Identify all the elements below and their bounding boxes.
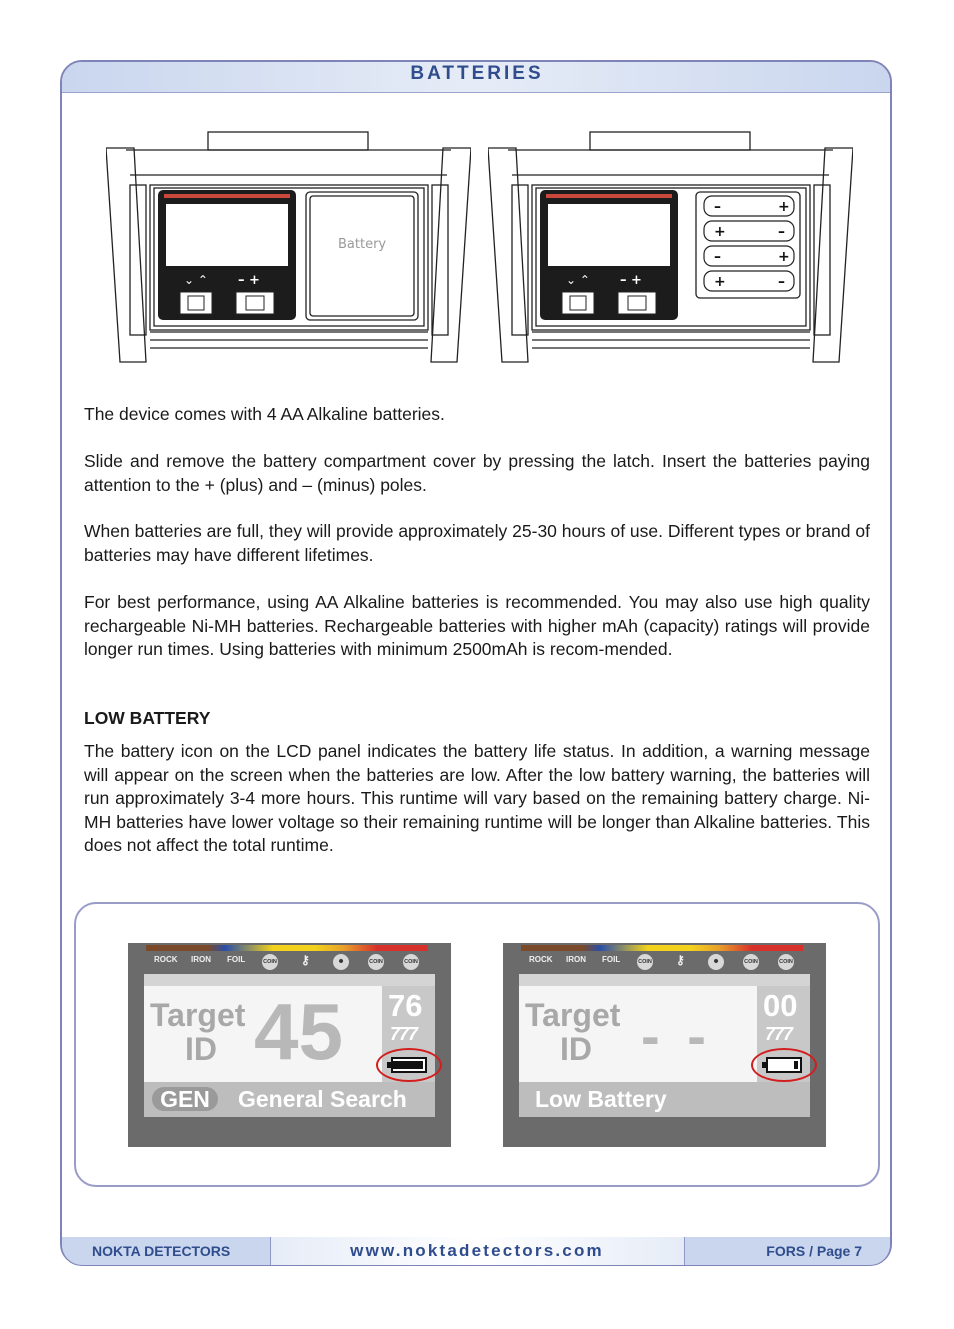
battery-pole-label: + <box>778 249 790 265</box>
svg-text:– +: – + <box>620 273 642 288</box>
hatch-indicator: 777 <box>765 1024 793 1044</box>
coin-icon: COIN <box>368 954 384 970</box>
category-iron-label: IRON <box>191 955 211 964</box>
battery-pole-label: + <box>714 274 726 290</box>
battery-pole-label: + <box>714 224 726 240</box>
device-closed-drawing <box>106 130 471 365</box>
status-bar <box>144 1082 435 1117</box>
section-title: BATTERIES <box>410 63 544 84</box>
battery-pole-label: + <box>778 199 790 215</box>
paragraph-insert-batteries: Slide and remove the battery compartment cover by pressing the latch. Insert the batteries paying attention to the + (plus) and – (minus) poles. <box>84 451 870 495</box>
lcd-screen <box>519 974 810 1117</box>
footer-website-link[interactable]: www.noktadetectors.com <box>350 1241 604 1260</box>
category-foil-label: FOIL <box>602 955 621 964</box>
battery-pole-label: – <box>778 274 785 290</box>
paragraph-battery-life: When batteries are full, they will provide approximately 25-30 hours of use. Different types or brand of batteries may have different lifetimes. <box>84 521 870 565</box>
paragraph-included-batteries: The device comes with 4 AA Alkaline batteries. <box>84 404 445 424</box>
hatch-indicator: 777 <box>390 1024 418 1044</box>
highlight-circle <box>751 1048 817 1082</box>
target-id-label: Target ID <box>150 997 246 1067</box>
category-row <box>128 955 451 971</box>
coin-icon: COIN <box>743 954 759 970</box>
category-rock-label: ROCK <box>154 955 178 964</box>
status-text: General Search <box>238 1086 407 1112</box>
discrimination-color-bar <box>521 945 803 951</box>
paragraph-low-battery: The battery icon on the LCD panel indicates the battery life status. In addition, a warning message will appear on the screen when the batteries are low. After the low battery warning, the batteries will run approximately 3-4 more hours. This runtime will vary based on the remaining battery charge. Ni-MH batteries have lower voltage so their remaining runtime will be longer than Alkaline batteries. This does not affect the total runtime. <box>84 741 870 855</box>
depth-value: 76 <box>388 988 423 1023</box>
coin-icon: COIN <box>778 954 794 970</box>
pos-neg-label: – + <box>238 273 260 288</box>
coin-icon: COIN <box>262 954 278 970</box>
depth-value: 00 <box>763 988 798 1023</box>
target-id-value: - - <box>641 1004 712 1067</box>
battery-pole-label: – <box>778 224 785 240</box>
battery-pole-label: – <box>714 249 721 265</box>
device-illustration-open <box>488 130 853 365</box>
category-foil-label: FOIL <box>227 955 246 964</box>
key-icon: ⚷ <box>676 953 685 967</box>
category-rock-label: ROCK <box>529 955 553 964</box>
svg-text:⌄ ⌃: ⌄ ⌃ <box>184 273 208 287</box>
target-id-label: Target ID <box>525 997 621 1067</box>
lcd-full-battery <box>128 943 451 1147</box>
battery-cover-label: Battery <box>338 237 387 252</box>
coin-icon: COIN <box>637 954 653 970</box>
highlight-circle <box>376 1048 442 1082</box>
target-id-value: 45 <box>254 987 343 1076</box>
status-text: Low Battery <box>535 1086 667 1112</box>
key-icon: ⚷ <box>301 953 310 967</box>
status-bar <box>519 1082 810 1117</box>
category-row <box>503 955 826 971</box>
coin-icon: COIN <box>403 954 419 970</box>
lcd-low-battery <box>503 943 826 1147</box>
mode-badge: GEN <box>152 1087 218 1111</box>
page-number: FORS / Page 7 <box>766 1243 862 1259</box>
footer-brand: NOKTA DETECTORS <box>92 1243 231 1259</box>
svg-text:⌄ ⌃: ⌄ ⌃ <box>566 273 590 287</box>
discrimination-color-bar <box>146 945 428 951</box>
battery-pole-label: – <box>714 199 721 215</box>
paragraph-recommended-batteries: For best performance, using AA Alkaline batteries is recommended. You may also use high quality rechargeable Ni-MH batteries. Rechargeable batteries with higher mAh (capacity) ratings will provide longer run times. Using batteries with minimum 2500mAh is recom-mended. <box>84 592 870 659</box>
device-open-drawing <box>488 130 853 365</box>
category-iron-label: IRON <box>566 955 586 964</box>
bottle-cap-icon: ✺ <box>708 954 724 970</box>
bottle-cap-icon: ✺ <box>333 954 349 970</box>
device-illustration-closed <box>106 130 471 365</box>
low-battery-heading: LOW BATTERY <box>84 708 211 728</box>
lcd-screen <box>144 974 435 1117</box>
